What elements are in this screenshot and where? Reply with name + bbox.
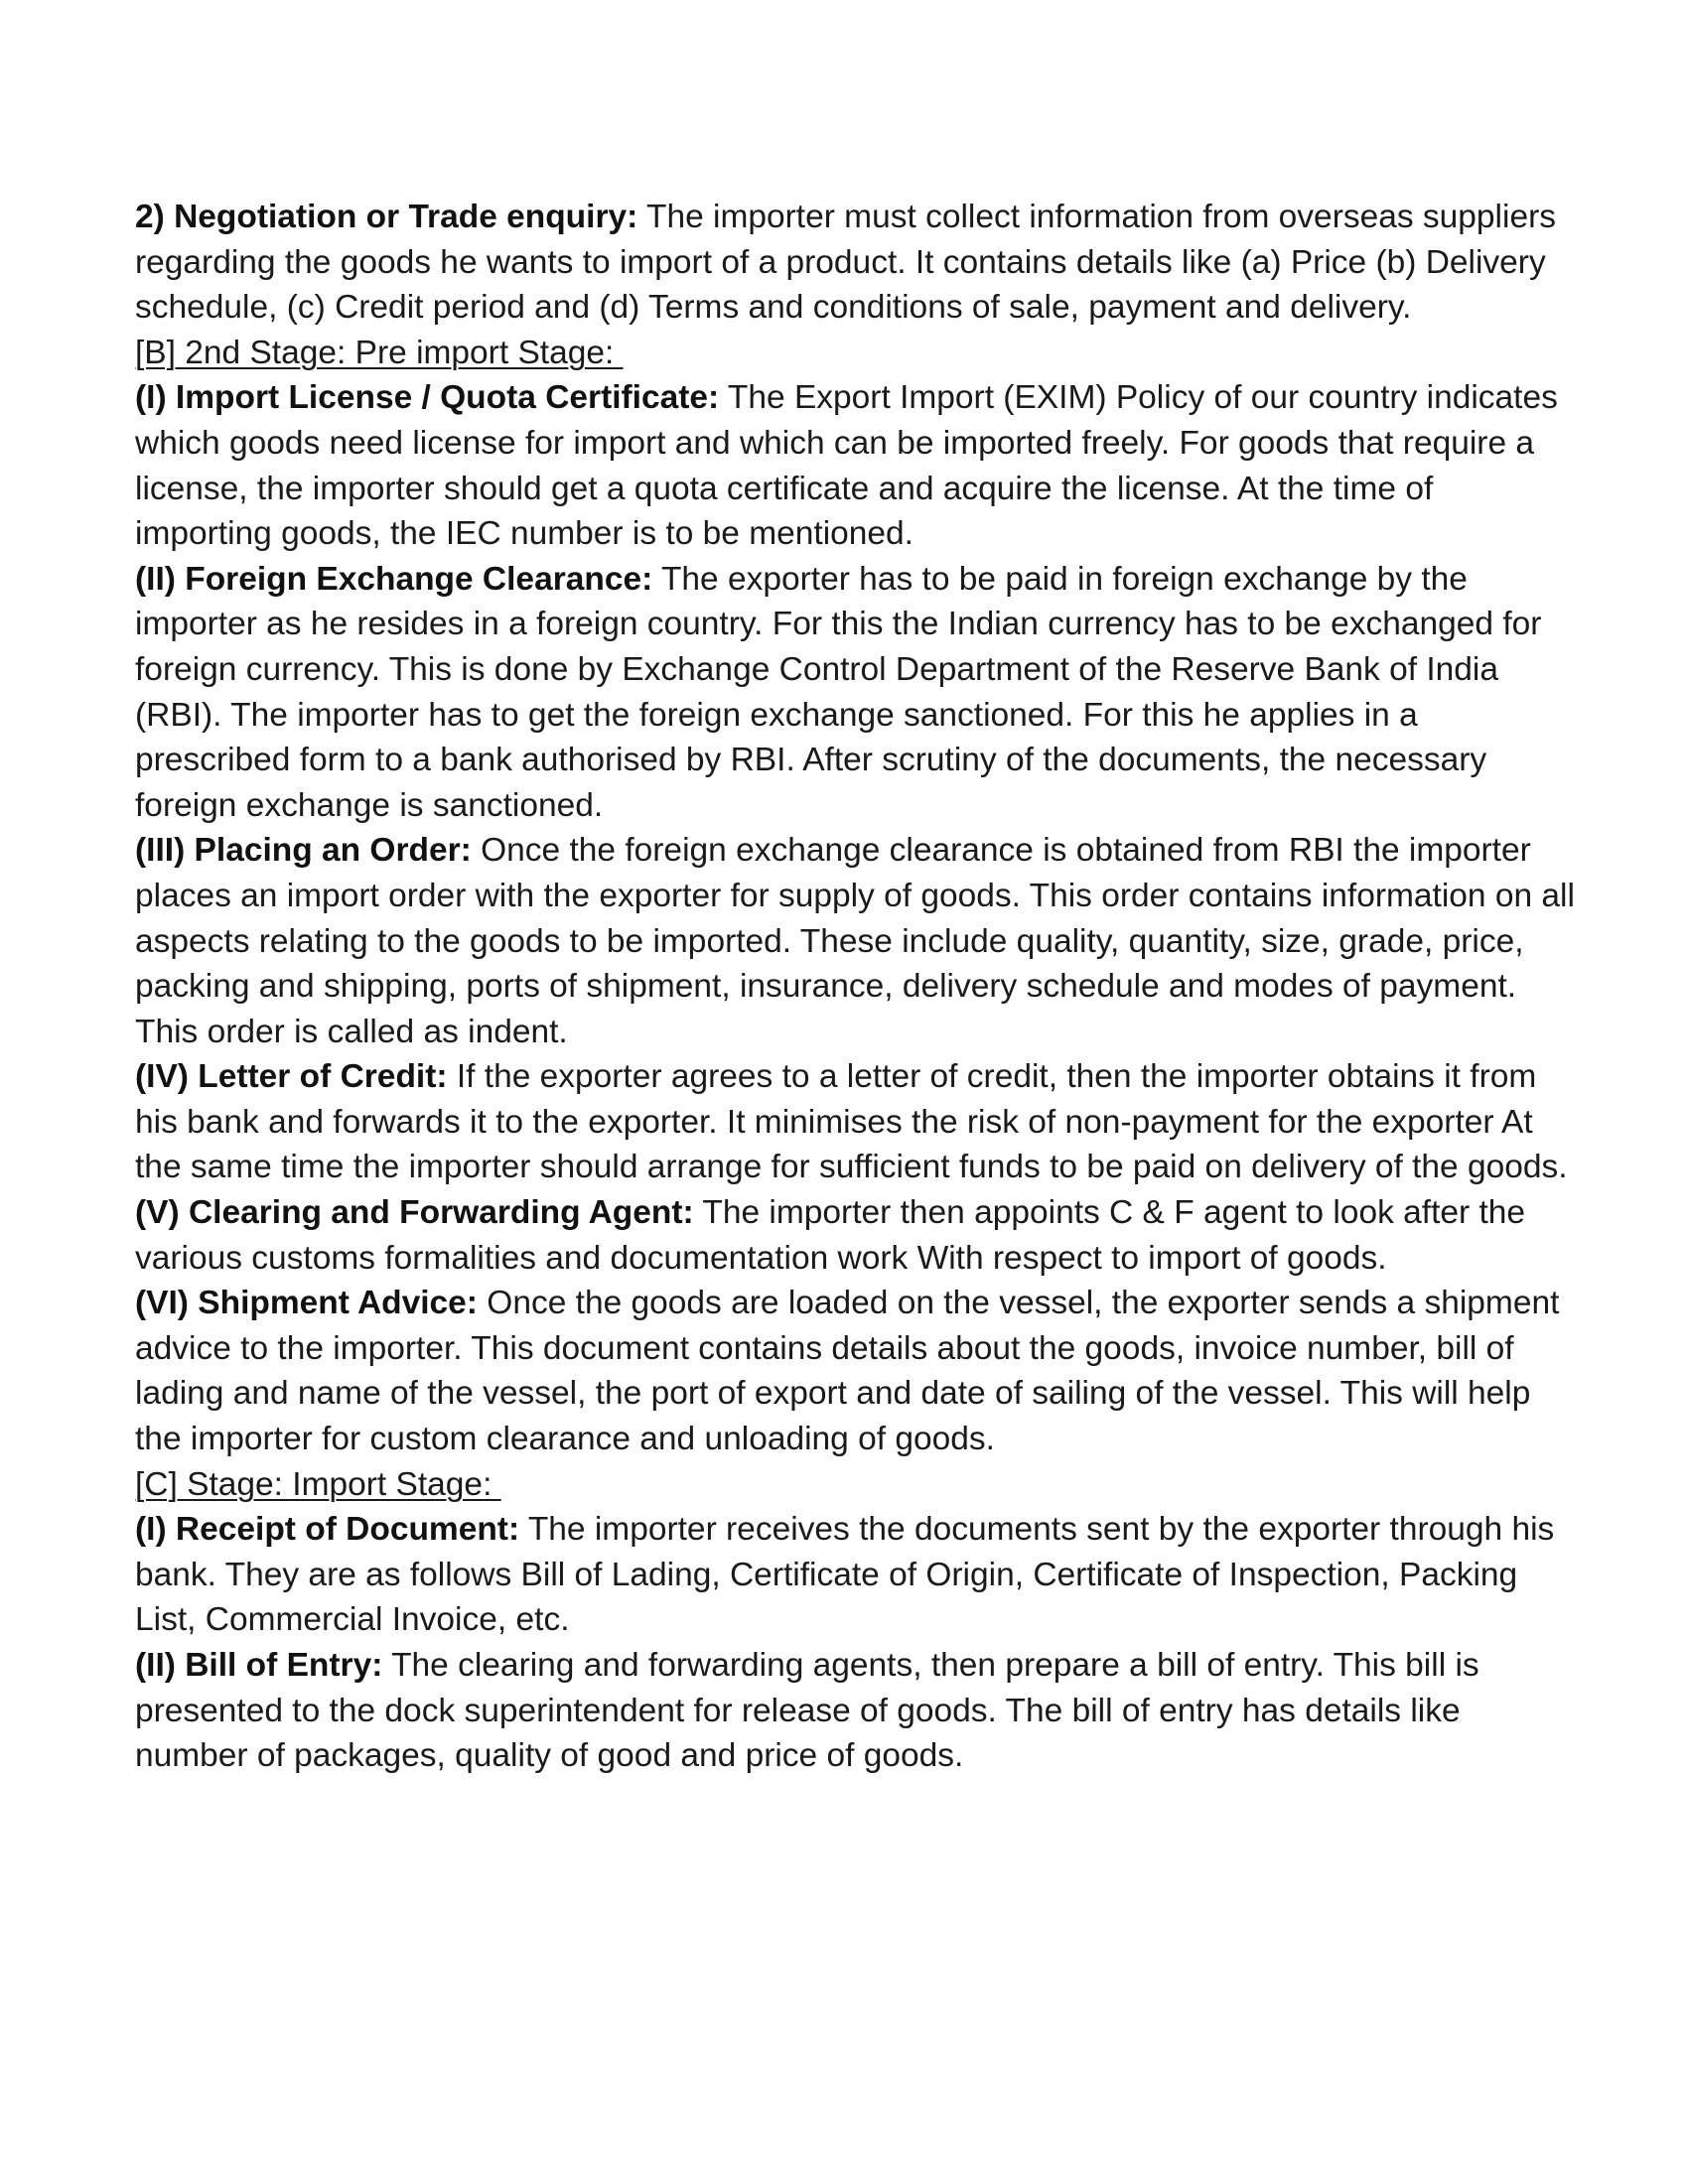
letter-of-credit-body: If the exporter agrees to a letter of credit, then the importer obtains it from his bank and forwards it to the exporter. It minimises the risk of non-payment for the exporter At the same time the importer should arrange for sufficient funds to be paid on delivery of the goods.: [135, 1058, 1568, 1186]
receipt-of-document-heading: (I) Receipt of Document:: [135, 1511, 520, 1549]
shipment-advice-heading: (VI) Shipment Advice:: [135, 1285, 478, 1322]
letter-of-credit-paragraph: [135, 1054, 1575, 1190]
shipment-advice-body: Once the goods are loaded on the vessel, the exporter sends a shipment advice to the importer. This document contains details about the goods, invoice number, bill of lading and name of the vessel, the port of export and date of sailing of the vessel. This will help the importer for custom clearance and unloading of goods.: [135, 1285, 1560, 1458]
placing-order-body: Once the foreign exchange clearance is obtained from RBI the importer places an import order with the exporter for supply of goods. This order contains information on all aspects relating to the goods to be imported. These include quality, quantity, size, grade, price, packing and shipping, ports of shipment, insurance, delivery schedule and modes of payment. This order is called as indent.: [135, 832, 1575, 1050]
stage-b-heading-line: [135, 331, 1575, 376]
clearing-forwarding-body: The importer then appoints C & F agent to look after the various customs formalities and documentation work With respect to import of goods.: [135, 1194, 1526, 1277]
foreign-exchange-body: The exporter has to be paid in foreign exchange by the importer as he resides in a foreign country. For this the Indian currency has to be exchanged for foreign currency. This is done by Exchange Control Department of the Reserve Bank of India (RBI). The importer has to get the foreign exchange sanctioned. For this he applies in a prescribed form to a bank authorised by RBI. After scrutiny of the documents, the necessary foreign exchange is sanctioned.: [135, 560, 1542, 824]
stage-c-heading-line: [135, 1462, 1575, 1508]
document-page: [135, 195, 1575, 1779]
foreign-exchange-heading: (II) Foreign Exchange Clearance:: [135, 560, 653, 598]
receipt-of-document-paragraph: [135, 1507, 1575, 1643]
negotiation-body: The importer must collect information from overseas suppliers regarding the goods he wants to import of a product. It contains details like (a) Price (b) Delivery schedule, (c) Credit period and (d) Terms and conditions of sale, payment and delivery.: [135, 199, 1556, 327]
bill-of-entry-paragraph: [135, 1643, 1575, 1779]
import-license-paragraph: [135, 375, 1575, 556]
placing-order-paragraph: [135, 828, 1575, 1054]
stage-b-heading: [B] 2nd Stage: Pre import Stage:: [135, 334, 624, 371]
receipt-of-document-body: The importer receives the documents sent by the exporter through his bank. They are as follows Bill of Lading, Certificate of Origin, Certificate of Inspection, Packing List, Commercial Invoice, etc.: [135, 1511, 1555, 1639]
import-license-heading: (I) Import License / Quota Certificate:: [135, 379, 720, 417]
letter-of-credit-heading: (IV) Letter of Credit:: [135, 1058, 448, 1096]
placing-order-heading: (III) Placing an Order:: [135, 832, 472, 870]
clearing-forwarding-paragraph: [135, 1190, 1575, 1281]
import-license-body: The Export Import (EXIM) Policy of our country indicates which goods need license for import and which can be imported freely. For goods that require a license, the importer should get a quota certificate and acquire the license. At the time of importing goods, the IEC number is to be mentioned.: [135, 379, 1558, 553]
foreign-exchange-paragraph: [135, 557, 1575, 829]
bill-of-entry-body: The clearing and forwarding agents, then prepare a bill of entry. This bill is presented to the dock superintendent for release of goods. The bill of entry has details like number of packages, quality of good and price of goods.: [135, 1647, 1479, 1775]
bill-of-entry-heading: (II) Bill of Entry:: [135, 1647, 383, 1684]
negotiation-paragraph: [135, 195, 1575, 331]
negotiation-heading: 2) Negotiation or Trade enquiry:: [135, 199, 638, 235]
stage-c-heading: [C] Stage: Import Stage:: [135, 1465, 501, 1503]
clearing-forwarding-heading: (V) Clearing and Forwarding Agent:: [135, 1194, 694, 1232]
shipment-advice-paragraph: [135, 1281, 1575, 1461]
